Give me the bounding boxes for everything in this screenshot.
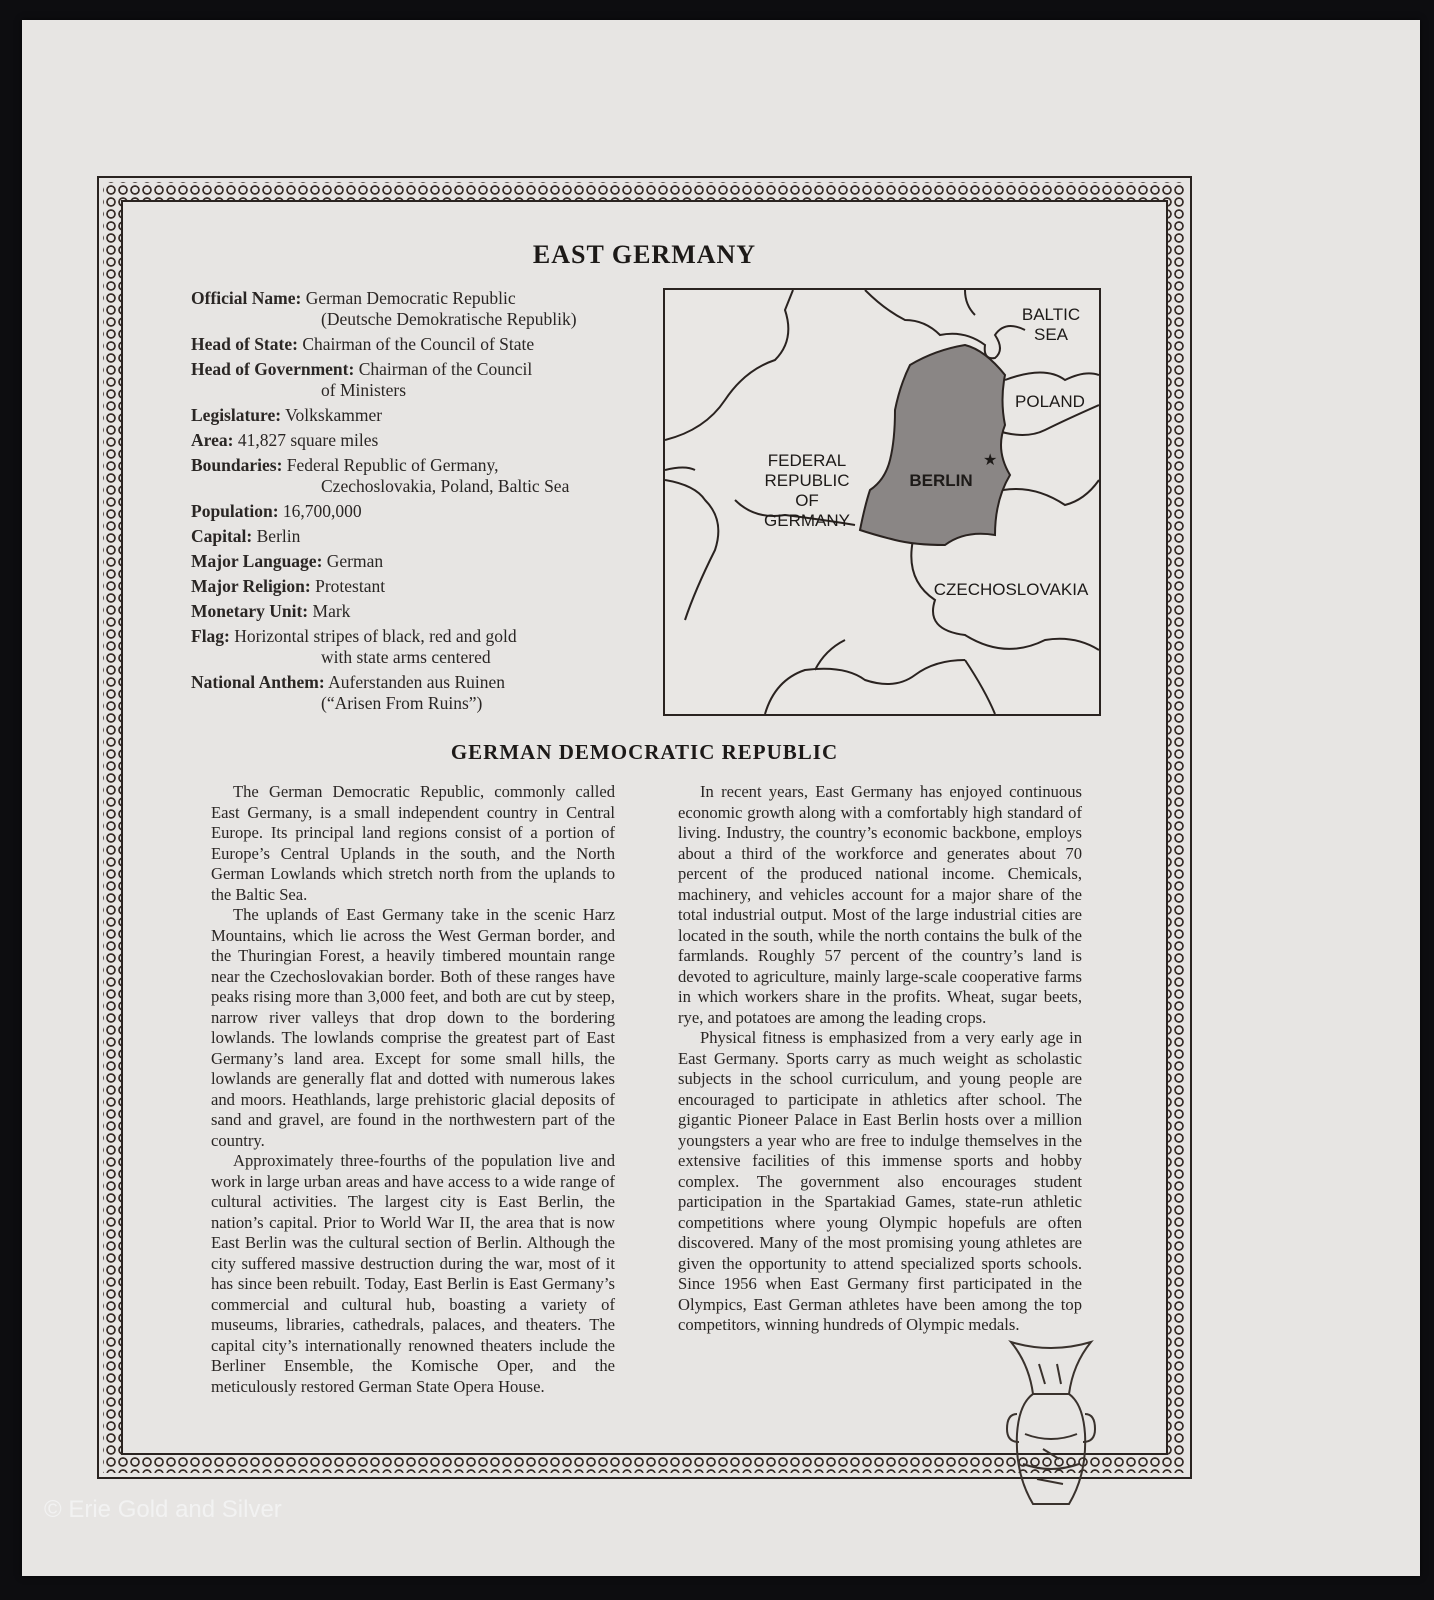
map-svg <box>665 290 1099 714</box>
fact-sheet <box>22 20 1420 1576</box>
paragraph: The uplands of East Germany take in the scenic Harz Mountains, which lie across the West German border, and the Thuringian Forest, a heavily timbered mountain range near the Czechoslovakian border. Both of these ranges have peaks rising more than 3,000 feet, and both are cut by steep, narrow river valleys that drop down to the bordering lowlands. The lowlands comprise the greatest part of East Germany’s land area. Except for some small hills, the lowlands are generally flat and dotted with numerous lakes and moors. Heathlands, large prehistoric glacial deposits of sand and gravel, are found in the northwestern part of the country. <box>211 905 615 1150</box>
fact-label: Legislature: <box>191 405 282 425</box>
label-poland: POLAND <box>1015 392 1085 411</box>
map <box>663 288 1101 716</box>
fact-label: Boundaries: <box>191 455 283 475</box>
section-heading: GERMAN DEMOCRATIC REPUBLIC <box>450 740 839 764</box>
fact-value: 16,700,000 <box>282 501 362 521</box>
fact-value: Auferstanden aus Ruinen <box>328 672 506 692</box>
watermark: © Erie Gold and Silver <box>44 1496 282 1523</box>
paragraph: The German Democratic Republic, commonly called East Germany, is a small independent country in Central Europe. Its principal land regions consist of a portion of Europe’s Central Uplands in the south, and the North German Lowlands which stretch north from the uplands to the Baltic Sea. <box>211 782 615 904</box>
fact-value-continued: (“Arisen From Ruins”) <box>321 693 483 713</box>
decorative-border <box>97 176 1192 1479</box>
label-frg-1: FEDERAL <box>767 451 847 470</box>
fact-label: Flag: <box>191 626 230 646</box>
fact-row <box>191 501 661 522</box>
fact-row <box>191 576 661 597</box>
fact-label: Official Name: <box>191 288 302 308</box>
fact-label: Population: <box>191 501 279 521</box>
paragraph: Physical fitness is emphasized from a very early age in East Germany. Sports carry as much weight as scholastic subjects in the school curriculum, and young people are encouraged to participate in athletics after school. The gigantic Pioneer Palace in East Berlin hosts over a million youngsters a year who are free to indulge themselves in the extensive facilities of this immense sports and hobby complex. The government also encourages student participation in the Spartakiad Games, state-run athletic competitions where young Olympic hopefuls are often discovered. Many of the most promising young athletes are given the opportunity to attend specialized sports schools. Since 1956 when East Germany first participated in the Olympics, East German athletes have been among the top competitors, winning hundreds of Olympic medals. <box>678 1028 1082 1334</box>
fact-value-continued: (Deutsche Demokratische Republik) <box>321 309 577 329</box>
page-title: EAST GERMANY <box>532 240 757 269</box>
fact-value: Berlin <box>256 526 301 546</box>
label-frg-2: REPUBLIC <box>764 471 850 490</box>
vase-icon <box>1003 1334 1099 1514</box>
fact-value: Horizontal stripes of black, red and gold <box>234 626 517 646</box>
fact-value: Volkskammer <box>285 405 383 425</box>
fact-label: National Anthem: <box>191 672 325 692</box>
facts-list <box>191 288 661 718</box>
fact-row <box>191 405 661 426</box>
fact-label: Major Religion: <box>191 576 311 596</box>
fact-value: Protestant <box>315 576 386 596</box>
fact-label: Head of Government: <box>191 359 355 379</box>
fact-value-continued: of Ministers <box>321 380 407 400</box>
label-baltic-2: SEA <box>1033 325 1069 344</box>
paragraph: Approximately three-fourths of the population live and work in large urban areas and have access to a wide range of cultural activities. The largest city is East Berlin, the nation’s capital. Prior to World War II, the area that is now East Berlin was the cultural section of Berlin. Although the city suffered massive destruction during the war, most of it has since been rebuilt. Today, East Berlin is East Germany’s commercial and cultural hub, boasting a variety of museums, libraries, cathedrals, palaces, and theaters. The capital city’s internationally renowned theaters include the Berliner Ensemble, the Komische Oper, and the meticulously restored German State Opera House. <box>211 1151 615 1396</box>
fact-row <box>191 601 661 622</box>
fact-value-continued: Czechoslovakia, Poland, Baltic Sea <box>321 476 570 496</box>
fact-label: Capital: <box>191 526 253 546</box>
fact-row <box>191 334 661 355</box>
label-baltic-1: BALTIC <box>1021 305 1081 324</box>
fact-label: Area: <box>191 430 234 450</box>
border-line <box>665 290 793 440</box>
fact-value: German <box>326 551 384 571</box>
fact-value: Federal Republic of Germany, <box>286 455 499 475</box>
fact-row <box>191 455 661 497</box>
fact-row <box>191 526 661 547</box>
east-germany-region <box>860 345 1010 545</box>
fact-row <box>191 288 661 330</box>
fact-value: Chairman of the Council <box>358 359 533 379</box>
label-berlin: BERLIN <box>909 471 973 490</box>
fact-value: Mark <box>312 601 351 621</box>
fact-value: German Democratic Republic <box>305 288 516 308</box>
label-czechoslovakia: CZECHOSLOVAKIA <box>933 580 1089 599</box>
fact-row <box>191 430 661 451</box>
fact-value-continued: with state arms centered <box>321 647 491 667</box>
content-panel <box>121 200 1168 1455</box>
fact-row <box>191 672 661 714</box>
border-line <box>665 480 718 620</box>
text-column-left <box>211 782 615 1397</box>
fact-value: 41,827 square miles <box>237 430 379 450</box>
fact-row <box>191 551 661 572</box>
paragraph: In recent years, East Germany has enjoyed continuous economic growth along with a comfortably high standard of living. Industry, the country’s economic backbone, employs about a third of the workforce and generates about 70 percent of the produced national income. Chemicals, machinery, and vehicles account for a major share of the total industrial output. Most of the large industrial cities are located in the south, while the north contains the bulk of the farmlands. Roughly 57 percent of the country’s land is devoted to agriculture, mainly large-scale cooperative farms in which workers share in the profits. Wheat, sugar beets, rye, and potatoes are among the leading crops. <box>678 782 1082 1027</box>
fact-row <box>191 359 661 401</box>
fact-label: Major Language: <box>191 551 323 571</box>
fact-label: Head of State: <box>191 334 298 354</box>
text-column-right <box>678 782 1082 1336</box>
label-frg-4: GERMANY <box>764 511 850 530</box>
label-frg-3: OF <box>795 491 819 510</box>
fact-value: Chairman of the Council of State <box>302 334 535 354</box>
fact-label: Monetary Unit: <box>191 601 309 621</box>
fact-row <box>191 626 661 668</box>
berlin-star-icon: ★ <box>983 452 998 469</box>
